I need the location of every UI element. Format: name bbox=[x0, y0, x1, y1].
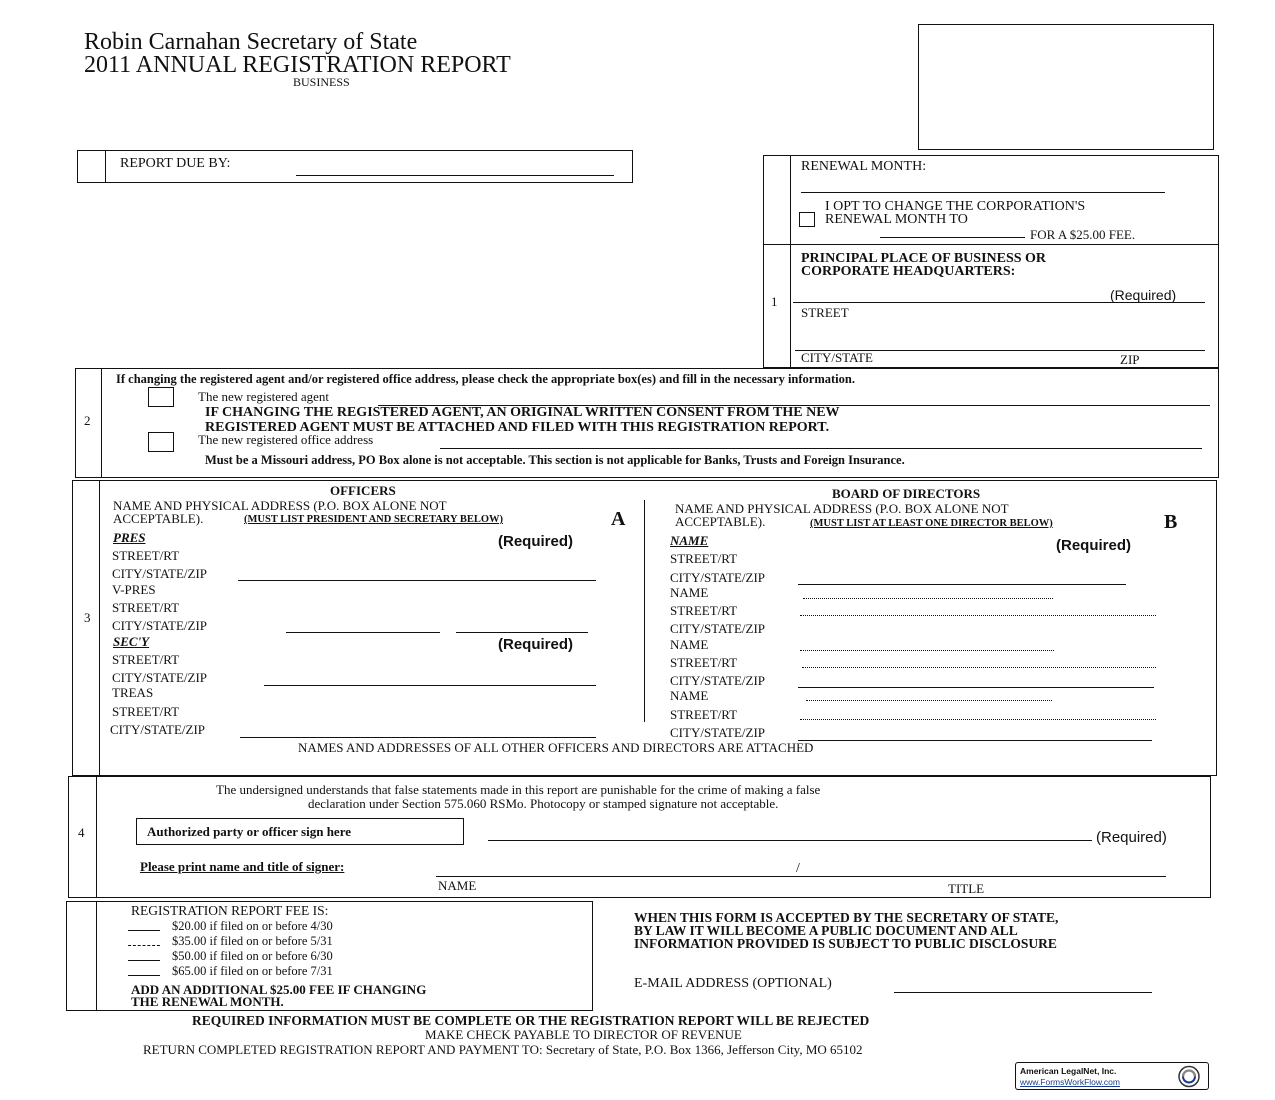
director-2-name-field[interactable] bbox=[803, 598, 1053, 599]
pres-label: PRES bbox=[113, 530, 146, 545]
renewal-month-label: RENEWAL MONTH: bbox=[801, 159, 927, 174]
section-3-number: 3 bbox=[84, 610, 91, 625]
fee-20: $20.00 if filed on or before 4/30 bbox=[172, 919, 333, 933]
secy-street-label: STREET/RT bbox=[112, 652, 180, 667]
section-2-note: Must be a Missouri address, PO Box alone is not acceptable. This section is not applicable for Banks, Trusts and Foreign Insurance. bbox=[205, 453, 905, 467]
director-4-csz-field[interactable] bbox=[798, 740, 1152, 741]
treas-label: TREAS bbox=[112, 685, 154, 700]
officers-heading: OFFICERS bbox=[330, 483, 396, 498]
director-1-csz-label: CITY/STATE/ZIP bbox=[670, 570, 766, 585]
vpres-csz-field-a[interactable] bbox=[286, 632, 440, 633]
new-agent-checkbox[interactable] bbox=[148, 387, 174, 407]
fee-50: $50.00 if filed on or before 6/30 bbox=[172, 949, 333, 963]
section-2-intro: If changing the registered agent and/or registered office address, please check the appropriate box(es) and fill in the necessary information. bbox=[116, 372, 855, 386]
fee-35-blank[interactable] bbox=[128, 945, 160, 946]
principal-city-state-label: CITY/STATE bbox=[801, 350, 873, 365]
officers-desc-2: ACCEPTABLE). bbox=[113, 511, 204, 526]
section-1-required: (Required) bbox=[1110, 287, 1177, 303]
signer-title-caption: TITLE bbox=[948, 881, 985, 896]
director-3-csz-field[interactable] bbox=[798, 687, 1154, 688]
signature-required: (Required) bbox=[1096, 829, 1167, 846]
director-3-csz-label: CITY/STATE/ZIP bbox=[670, 673, 766, 688]
pres-street-label: STREET/RT bbox=[112, 548, 180, 563]
additional-fee-2: THE RENEWAL MONTH. bbox=[131, 994, 284, 1009]
renewal-opt-text-1: I OPT TO CHANGE THE CORPORATION'S bbox=[825, 199, 1086, 214]
vpres-label: V-PRES bbox=[112, 582, 156, 597]
section-2-number: 2 bbox=[84, 413, 91, 428]
footer-return-address: RETURN COMPLETED REGISTRATION REPORT AND PAYMENT TO: Secretary of State, P.O. Box 1366, Jefferson City, MO 65102 bbox=[143, 1042, 863, 1057]
renewal-month-field[interactable] bbox=[801, 192, 1165, 193]
section-1-number: 1 bbox=[771, 294, 778, 309]
director-1-required: (Required) bbox=[1056, 537, 1131, 554]
fee-65: $65.00 if filed on or before 7/31 bbox=[172, 964, 333, 978]
treas-street-label: STREET/RT bbox=[112, 704, 180, 719]
directors-must-list: (MUST LIST AT LEAST ONE DIRECTOR BELOW) bbox=[810, 518, 1053, 529]
footer-check-payable: MAKE CHECK PAYABLE TO DIRECTOR OF REVENUE bbox=[425, 1027, 742, 1042]
secy-csz-field[interactable] bbox=[264, 685, 596, 686]
new-office-label: The new registered office address bbox=[198, 432, 374, 447]
director-4-street-label: STREET/RT bbox=[670, 707, 738, 722]
director-2-name-label: NAME bbox=[670, 585, 709, 600]
additional-fee-1: ADD AN ADDITIONAL $25.00 FEE IF CHANGING bbox=[131, 982, 427, 997]
directors-letter: B bbox=[1164, 511, 1178, 533]
public-notice-1: WHEN THIS FORM IS ACCEPTED BY THE SECRETARY OF STATE, bbox=[634, 910, 1059, 925]
principal-place-title-1: PRINCIPAL PLACE OF BUSINESS OR bbox=[801, 251, 1047, 266]
officers-must-list: (MUST LIST PRESIDENT AND SECRETARY BELOW) bbox=[244, 514, 503, 525]
signer-name-caption: NAME bbox=[438, 878, 477, 893]
director-2-csz-label: CITY/STATE/ZIP bbox=[670, 621, 766, 636]
declaration-2: declaration under Section 575.060 RSMo. Photocopy or stamped signature not acceptable. bbox=[308, 796, 779, 811]
director-4-name-field[interactable] bbox=[806, 700, 1052, 701]
pres-csz-field[interactable] bbox=[238, 580, 596, 581]
public-notice-3: INFORMATION PROVIDED IS SUBJECT TO PUBLIC DISCLOSURE bbox=[634, 936, 1057, 951]
renewal-opt-text-2: RENEWAL MONTH TO bbox=[825, 212, 968, 227]
form-subtitle: BUSINESS bbox=[293, 75, 350, 89]
report-due-label: REPORT DUE BY: bbox=[120, 156, 231, 171]
treas-csz-field[interactable] bbox=[240, 737, 596, 738]
agent-warning-2: REGISTERED AGENT MUST BE ATTACHED AND FILED WITH THIS REGISTRATION REPORT. bbox=[205, 420, 830, 435]
principal-place-title-2: CORPORATE HEADQUARTERS: bbox=[801, 264, 1016, 279]
director-1-name-label: NAME bbox=[670, 533, 709, 548]
director-3-name-label: NAME bbox=[670, 637, 709, 652]
fee-65-blank[interactable] bbox=[128, 975, 160, 976]
agent-warning-1: IF CHANGING THE REGISTERED AGENT, AN ORIGINAL WRITTEN CONSENT FROM THE NEW bbox=[205, 405, 840, 420]
pres-required: (Required) bbox=[498, 533, 573, 550]
email-label: E-MAIL ADDRESS (OPTIONAL) bbox=[634, 976, 832, 991]
secy-label: SEC'Y bbox=[113, 634, 150, 649]
section-4-number: 4 bbox=[78, 825, 85, 840]
secy-required: (Required) bbox=[498, 636, 573, 653]
director-4-street-field[interactable] bbox=[800, 719, 1156, 720]
vpres-csz-field-b[interactable] bbox=[456, 632, 588, 633]
directors-desc-1: NAME AND PHYSICAL ADDRESS (P.O. BOX ALONE NOT bbox=[675, 501, 1009, 516]
director-1-csz-field[interactable] bbox=[798, 584, 1126, 585]
legalnet-badge[interactable] bbox=[1015, 1062, 1209, 1090]
email-field[interactable] bbox=[894, 992, 1152, 993]
form-title: 2011 ANNUAL REGISTRATION REPORT bbox=[84, 52, 511, 78]
new-office-field[interactable] bbox=[440, 448, 1202, 449]
new-office-checkbox[interactable] bbox=[148, 432, 174, 452]
declaration-1: The undersigned understands that false statements made in this report are punishable for the crime of making a false bbox=[216, 782, 821, 797]
office-use-stamp-box bbox=[918, 24, 1214, 150]
public-notice-2: BY LAW IT WILL BECOME A PUBLIC DOCUMENT AND ALL bbox=[634, 923, 1018, 938]
director-4-name-label: NAME bbox=[670, 688, 709, 703]
fee-50-blank[interactable] bbox=[128, 960, 160, 961]
vpres-street-label: STREET/RT bbox=[112, 600, 180, 615]
footer-required: REQUIRED INFORMATION MUST BE COMPLETE OR THE REGISTRATION REPORT WILL BE REJECTED bbox=[192, 1013, 870, 1028]
print-name-title-field[interactable] bbox=[436, 876, 1166, 877]
officers-directors-divider bbox=[644, 500, 645, 722]
directors-desc-2: ACCEPTABLE). bbox=[675, 514, 766, 529]
directors-heading: BOARD OF DIRECTORS bbox=[832, 486, 981, 501]
forms-workflow-logo-icon bbox=[1176, 1065, 1202, 1088]
director-3-street-field[interactable] bbox=[802, 667, 1156, 668]
new-agent-label: The new registered agent bbox=[198, 389, 330, 404]
treas-csz-label: CITY/STATE/ZIP bbox=[110, 722, 206, 737]
fee-35: $35.00 if filed on or before 5/31 bbox=[172, 934, 333, 948]
secy-csz-label: CITY/STATE/ZIP bbox=[112, 670, 208, 685]
section-3-footer: NAMES AND ADDRESSES OF ALL OTHER OFFICERS AND DIRECTORS ARE ATTACHED bbox=[298, 740, 814, 755]
pres-csz-label: CITY/STATE/ZIP bbox=[112, 566, 208, 581]
director-3-street-label: STREET/RT bbox=[670, 655, 738, 670]
print-name-label: Please print name and title of signer: bbox=[140, 859, 345, 874]
renewal-fee-text: FOR A $25.00 FEE. bbox=[1030, 227, 1136, 242]
officers-letter: A bbox=[611, 508, 626, 530]
name-title-separator: / bbox=[796, 861, 800, 876]
principal-zip-label: ZIP bbox=[1120, 352, 1140, 367]
new-renewal-month-field[interactable] bbox=[880, 237, 1025, 238]
director-1-street-label: STREET/RT bbox=[670, 551, 738, 566]
director-4-csz-label: CITY/STATE/ZIP bbox=[670, 725, 766, 740]
director-3-name-field[interactable] bbox=[800, 650, 1054, 651]
director-2-street-label: STREET/RT bbox=[670, 603, 738, 618]
change-renewal-month-checkbox[interactable] bbox=[799, 212, 815, 227]
principal-street-label: STREET bbox=[801, 305, 849, 320]
officers-desc-1: NAME AND PHYSICAL ADDRESS (P.O. BOX ALONE NOT bbox=[113, 498, 447, 513]
vpres-csz-label: CITY/STATE/ZIP bbox=[112, 618, 208, 633]
fee-20-blank[interactable] bbox=[128, 930, 160, 931]
badge-company: American LegalNet, Inc. bbox=[1020, 1066, 1117, 1076]
signature-field[interactable] bbox=[488, 840, 1092, 841]
report-due-field[interactable] bbox=[296, 175, 614, 176]
office-name: Robin Carnahan Secretary of State bbox=[84, 29, 418, 55]
fees-heading: REGISTRATION REPORT FEE IS: bbox=[131, 903, 329, 918]
director-2-street-field[interactable] bbox=[800, 615, 1156, 616]
badge-url[interactable]: www.FormsWorkFlow.com bbox=[1020, 1077, 1120, 1087]
principal-name-field[interactable] bbox=[793, 302, 1205, 303]
sign-here-label: Authorized party or officer sign here bbox=[147, 824, 351, 839]
